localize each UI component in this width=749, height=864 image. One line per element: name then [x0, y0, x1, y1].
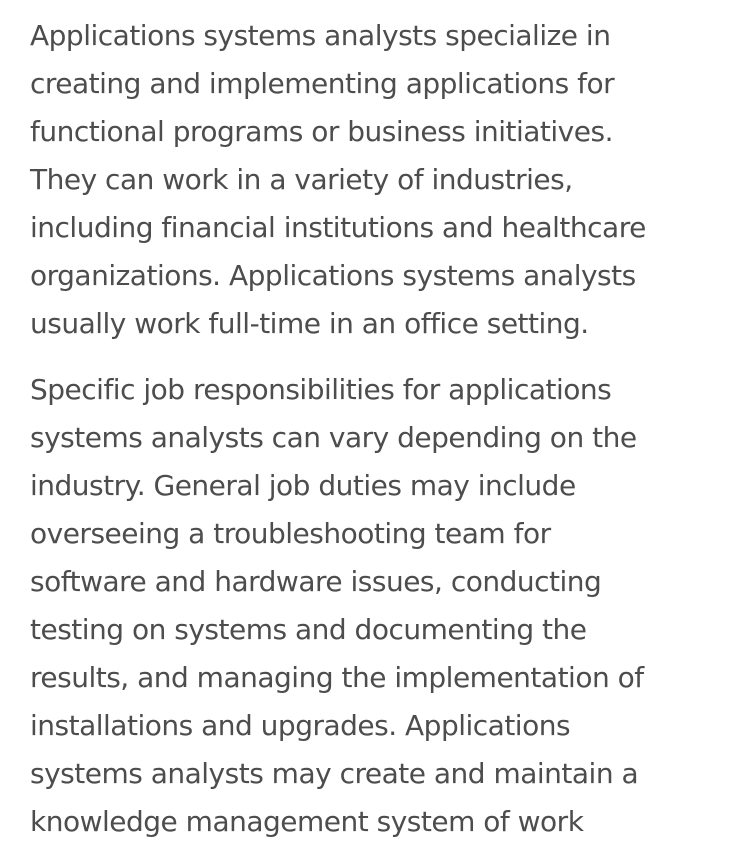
- text-line: systems analysts can vary depending on the: [30, 421, 637, 454]
- text-line: They can work in a variety of industries,: [30, 163, 573, 196]
- text-line: including financial institutions and healthcare: [30, 211, 646, 244]
- text-line: Specific job responsibilities for applications: [30, 373, 612, 406]
- text-line: creating and implementing applications for: [30, 67, 615, 100]
- text-line: results, and managing the implementation of: [30, 661, 644, 694]
- text-line: industry. General job duties may include: [30, 469, 576, 502]
- text-line: installations and upgrades. Applications: [30, 709, 571, 742]
- paragraph-role-overview: [30, 12, 730, 348]
- text-line: functional programs or business initiatives.: [30, 115, 613, 148]
- article-body: [30, 12, 730, 864]
- text-line: software and hardware issues, conducting: [30, 565, 602, 598]
- text-line: organizations. Applications systems analysts: [30, 259, 636, 292]
- text-line: systems analysts may create and maintain a: [30, 757, 639, 790]
- text-line: overseeing a troubleshooting team for: [30, 517, 551, 550]
- text-line: testing on systems and documenting the: [30, 613, 587, 646]
- paragraph-job-responsibilities: [30, 366, 730, 846]
- text-line: knowledge management system of work: [30, 805, 584, 838]
- text-line: Applications systems analysts specialize in: [30, 19, 611, 52]
- text-line: usually work full-time in an office setting.: [30, 307, 589, 340]
